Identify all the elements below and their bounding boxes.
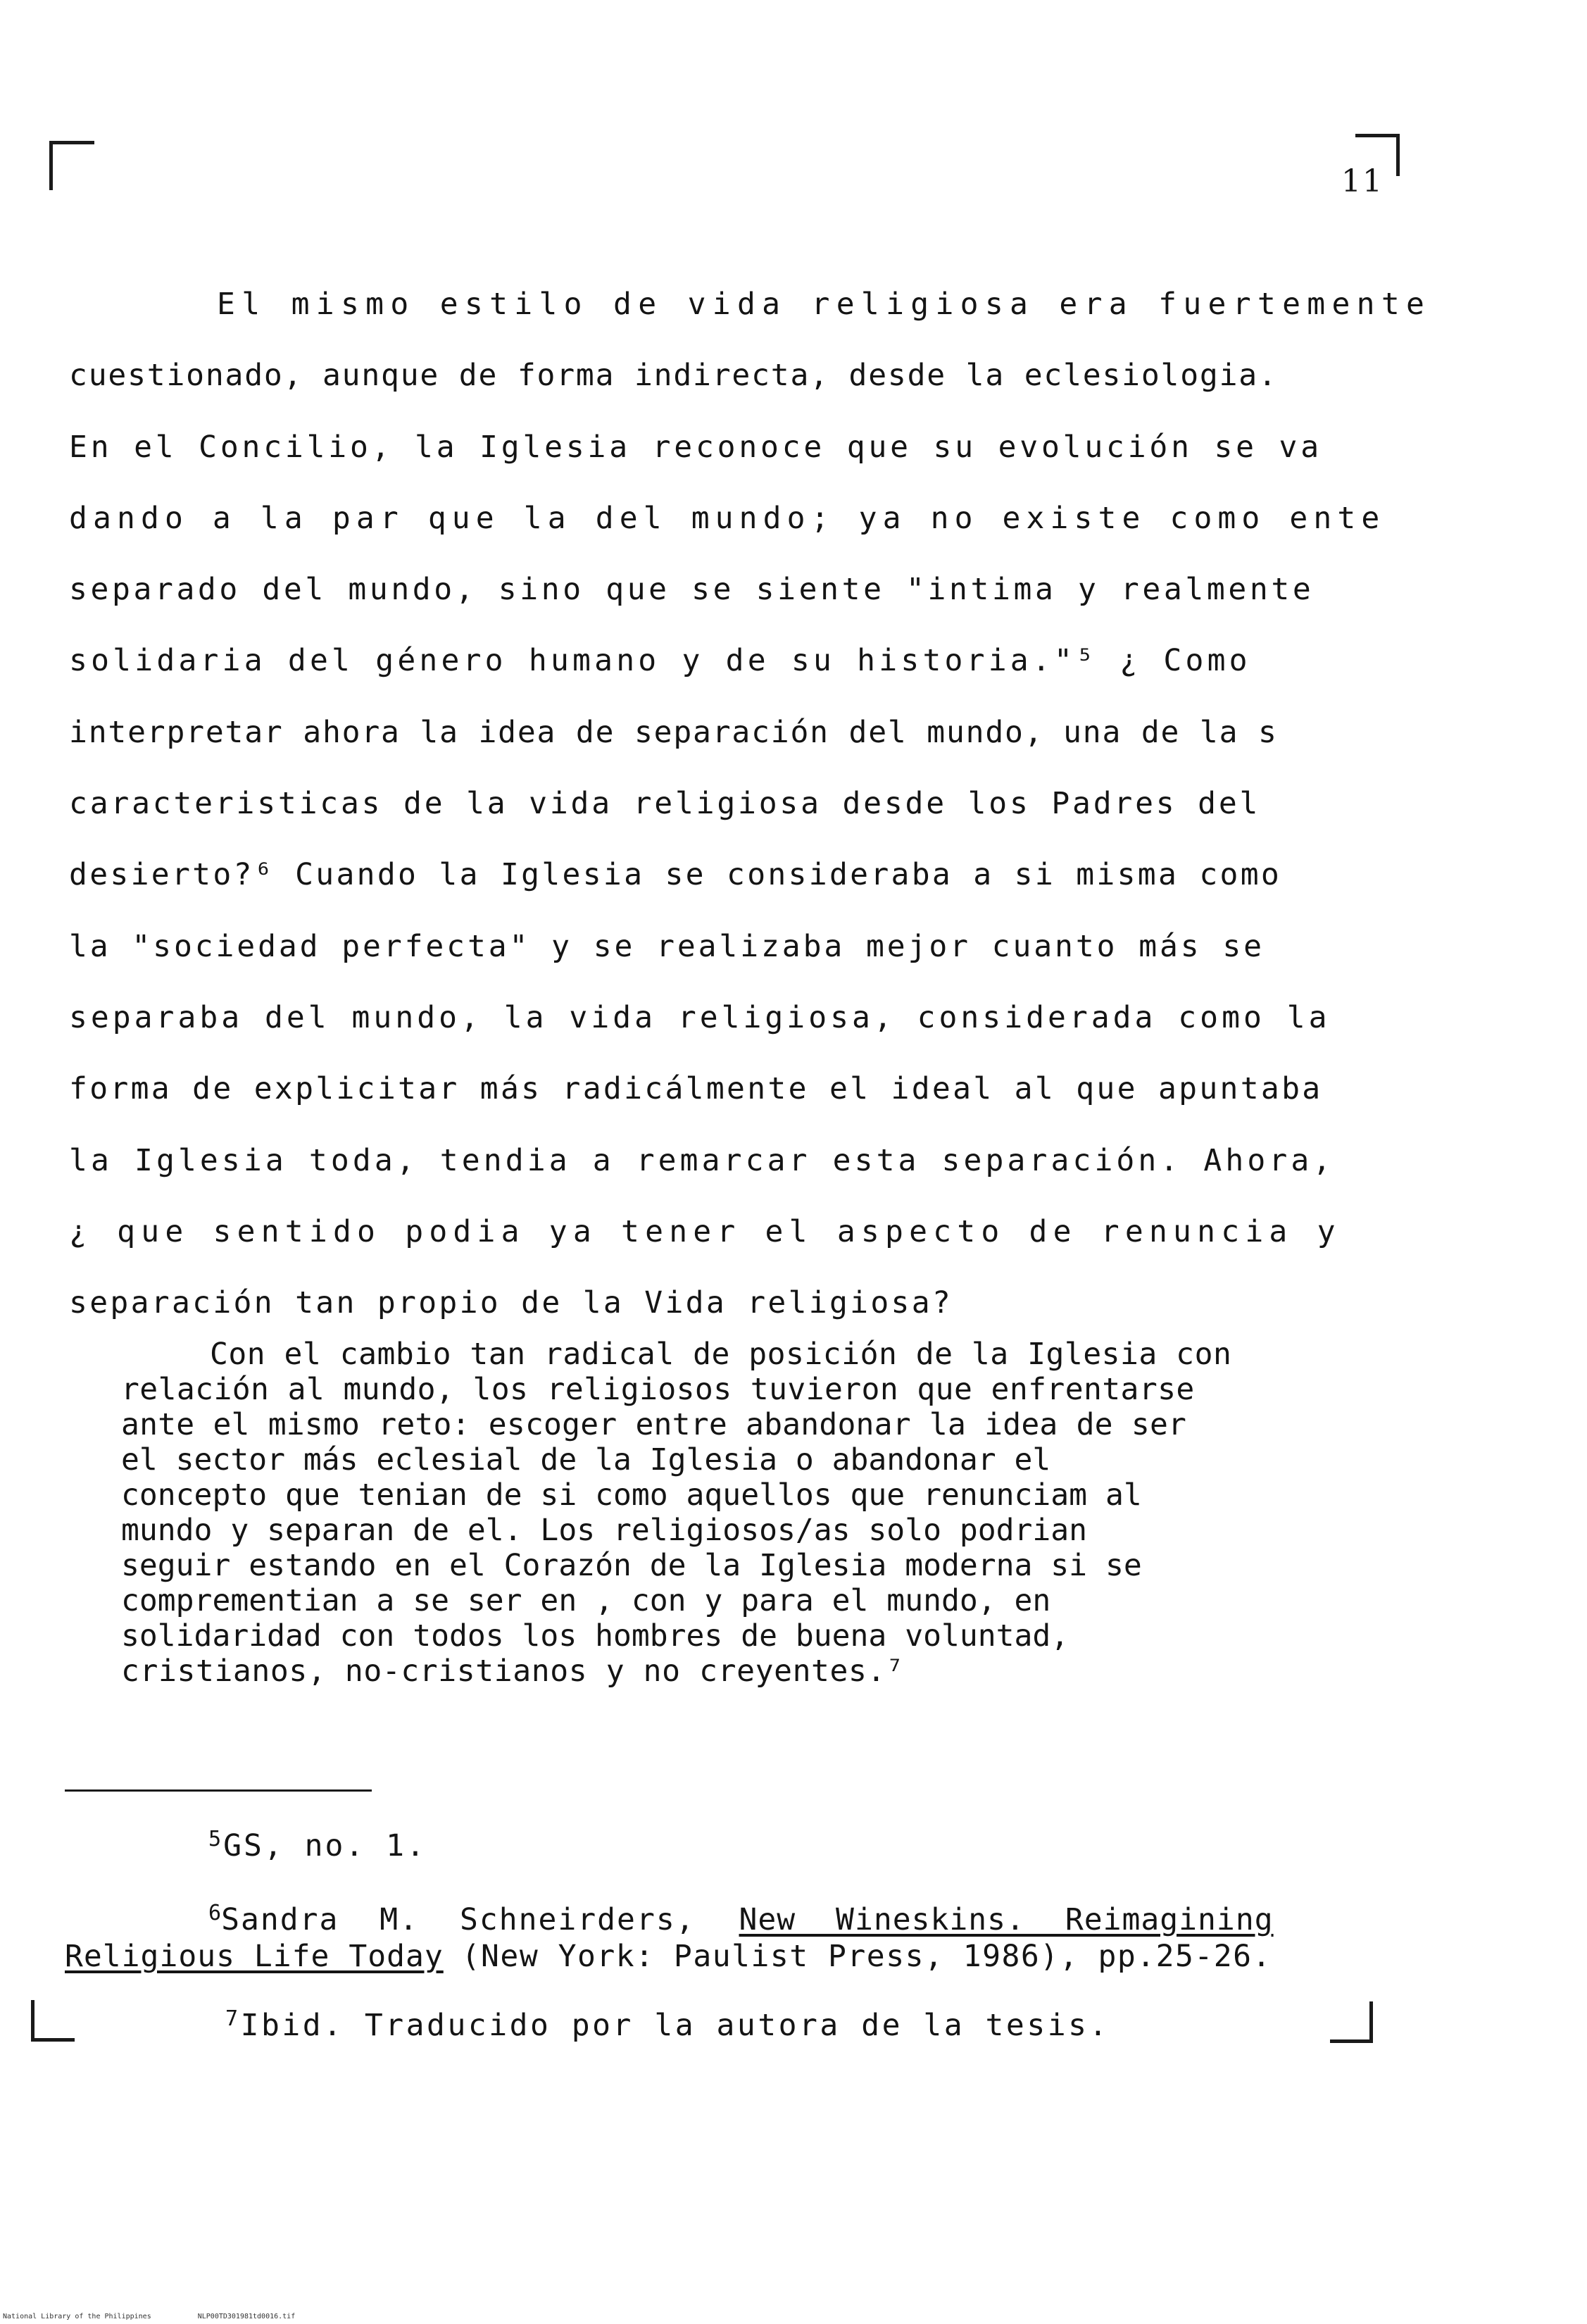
scan-library: National Library of the Philippines <box>3 2313 151 2320</box>
scan-footer <box>3 2313 337 2320</box>
quote-line: seguir estando en el Corazón de la Iglesia moderna si se <box>121 1548 1142 1583</box>
text-line: interpretar ahora la idea de separación del mundo, una de la s <box>69 714 1278 750</box>
crop-mark-top-left <box>49 141 94 144</box>
page-number: 11 <box>1341 163 1384 199</box>
scan-file: NLP00TD301981td0016.tif <box>197 2313 296 2320</box>
text-line: El mismo estilo de vida religiosa era fuertemente <box>217 287 1431 322</box>
footnote-separator <box>65 1789 372 1792</box>
text-line <box>69 625 1380 696</box>
footnote-mark: 7 <box>225 2006 241 2031</box>
text-line: desierto?⁶ Cuando la Iglesia se consideraba a si misma como <box>69 857 1282 893</box>
quote-line: comprementian a se ser en , con y para el mundo, en <box>121 1583 1051 1618</box>
text-line: cuestionado, aunque de forma indirecta, desde la eclesiologia. <box>69 358 1278 394</box>
text-line: la Iglesia toda, tendia a remarcar esta separación. Ahora, <box>69 1142 1335 1178</box>
quote-line: mundo y separan de el. Los religiosos/as solo podrian <box>121 1513 1088 1548</box>
crop-mark-bottom-left <box>31 2000 34 2041</box>
quote-line: concepto que tenian de si como aquellos que renunciam al <box>121 1478 1142 1513</box>
block-quote <box>121 1337 1380 1689</box>
footnote-mark: 6 <box>208 1901 222 1925</box>
crop-mark-bottom-right <box>1330 2039 1373 2043</box>
footnote-title: Religious Life Today <box>65 1939 444 1974</box>
quote-line: el sector más eclesial de la Iglesia o abandonar el <box>121 1442 1051 1478</box>
footnote-author: Sandra M. Schneirders, <box>221 1902 696 1937</box>
crop-mark-top-right <box>1355 134 1400 137</box>
footnote-5 <box>208 1828 427 1864</box>
crop-mark-top-left <box>49 141 53 190</box>
body-paragraph <box>69 269 1431 1339</box>
footnote-7 <box>225 2007 1110 2044</box>
footnote-6-line-1 <box>208 1901 1274 1938</box>
crop-mark-bottom-right <box>1369 2001 1373 2042</box>
crop-mark-bottom-left <box>31 2038 75 2042</box>
footnote-title: New Wineskins. Reimagining <box>739 1902 1274 1937</box>
text-line: caracteristicas de la vida religiosa desde los Padres del <box>69 786 1261 822</box>
footnote-6-line-2 <box>65 1938 1272 1975</box>
text-line: separaba del mundo, la vida religiosa, considerada como la <box>69 999 1331 1035</box>
quote-line: solidaridad con todos los hombres de buena voluntad, <box>121 1618 1070 1654</box>
text-line: la "sociedad perfecta" y se realizaba mejor cuanto más se <box>69 928 1265 964</box>
quote-line: ante el mismo reto: escoger entre abandonar la idea de ser <box>121 1407 1187 1442</box>
footnote-mark: 5 <box>208 1827 224 1851</box>
text-line: En el Concilio, la Iglesia reconoce que su evolución se va <box>69 429 1322 465</box>
text-line: forma de explicitar más radicálmente el ideal al que apuntaba <box>69 1071 1323 1107</box>
footnote-text: Ibid. Traducido por la autora de la tesis. <box>240 2008 1110 2043</box>
crop-mark-top-right <box>1396 134 1400 176</box>
text-line: solidaria del género humano y de su historia."⁵ ¿ Como <box>69 643 1251 679</box>
quote-line: cristianos, no-cristianos y no creyentes.⁷ <box>121 1654 905 1689</box>
footnote-text: GS, no. 1. <box>223 1828 427 1863</box>
text-line: separado del mundo, sino que se siente "intima y realmente <box>69 572 1315 608</box>
text-line: ¿ que sentido podia ya tener el aspecto de renuncia y <box>69 1213 1341 1249</box>
quote-line: relación al mundo, los religiosos tuvieron que enfrentarse <box>121 1372 1195 1407</box>
text-line: separación tan propio de la Vida religiosa? <box>69 1285 953 1321</box>
text-line: dando a la par que la del mundo; ya no existe como ente <box>69 500 1386 536</box>
quote-line: Con el cambio tan radical de posición de la Iglesia con <box>210 1337 1232 1372</box>
footnote-publication: (New York: Paulist Press, 1986), pp.25-26. <box>461 1939 1272 1974</box>
